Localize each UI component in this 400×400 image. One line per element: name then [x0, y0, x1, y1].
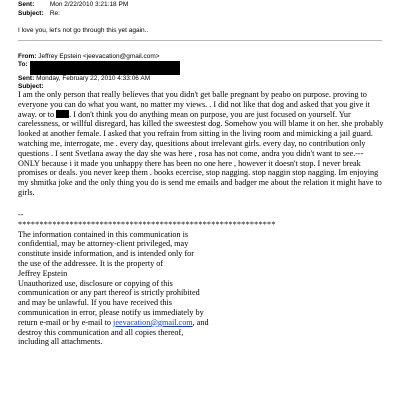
- disclaimer-line: the use of the addressee. It is the property of: [18, 258, 164, 268]
- header2-to-row: [18, 61, 180, 69]
- disclaimer-line: confidential, may be attorney-client privileged, may: [18, 239, 189, 249]
- redaction-bar: [30, 61, 180, 68]
- header2-from-row: [18, 53, 180, 61]
- header2-to-label: To:: [18, 60, 28, 68]
- header-block-1: [18, 0, 128, 18]
- header1-subject-row: [18, 9, 128, 18]
- disclaimer-line: The information contained in this communication is: [18, 229, 189, 239]
- body-text-part1: I am the only person that really believes that you didn't get balle pregnant by peabo on purpose. proving to everyone you can do what you want, no matter my views. . I did not like that dog and asked that you give it away. or to: [18, 90, 370, 119]
- return-prefix: return e-mail or by e-mail to: [18, 317, 114, 327]
- disclaimer-line: Unauthorized use, disclosure or copying of this: [18, 278, 173, 288]
- header2-subject-row: [18, 83, 180, 91]
- header1-sent-row: [18, 0, 128, 9]
- disclaimer-line: destroy this communication and all copies thereof,: [18, 327, 184, 337]
- disclaimer-line: communication or any part thereof is strictly prohibited: [18, 288, 200, 298]
- header2-subject-label: Subject:: [18, 82, 44, 90]
- disclaimer-line: constitute inside information, and is intended only for: [18, 249, 194, 259]
- header2-from-value: Jeffrey Epstein <jeevacation@gmail.com>: [38, 53, 160, 60]
- body-text-part2: . I don't think you do anything mean on purpose, you are just focused on yourself. Yur carelessness, or willful disregard, has killed the sweestest dog. Somehow you will blame it on her. she probably looked at another female. I asked that you refrain from sitting in the living room and mimicking a jail guard. watching me, interrogate, me . every day, quesitions about irrelevant girls. every day, no contribution only questions . I sent Svetlana away the day she was here , rosa has not come, andra you didn't want to see.--- ONLY because i it made you unhappy there has been no one here , however it doesn't stop. I never break promises or deals. you never keep them . books ecercise, stop nagging. stop naggin stop nagging. Im enjoying my shmitka joke and the only thing you do is send me emails and badger me about the relation it might have to girls.: [18, 109, 384, 197]
- email-body: [18, 90, 386, 198]
- disclaimer-line: and may be unlawful. If you have received this: [18, 298, 172, 308]
- signature-block: [18, 210, 386, 347]
- email-link[interactable]: jeevacation@gmail.com: [113, 317, 193, 327]
- header2-sent-row: [18, 75, 180, 83]
- return-suffix: , and: [192, 317, 209, 327]
- redaction-bar: [56, 110, 69, 118]
- header-block-2: [18, 53, 180, 90]
- header1-sent-label: Sent:: [18, 1, 35, 8]
- header1-subject-label: Subject:: [18, 10, 44, 17]
- redaction-bar: [30, 68, 180, 75]
- header2-from-label: From:: [18, 53, 37, 60]
- disclaimer-line: Jeffrey Epstein: [18, 268, 68, 278]
- signature-stars: ************************************************************: [18, 219, 276, 229]
- disclaimer-line: communication in error, please notify us immediately by: [18, 307, 204, 317]
- disclaimer-line: including all attachments.: [18, 337, 103, 347]
- header1-subject-value: Re:: [49, 10, 60, 17]
- header1-sent-value: Mon 2/22/2010 3:21:18 PM: [49, 1, 129, 8]
- header2-sent-label: Sent:: [18, 75, 35, 82]
- header2-cc-row: [18, 68, 180, 75]
- disclaimer-return-line: [18, 318, 386, 328]
- header2-sent-value: Monday, February 22, 2010 4:33:06 AM: [36, 75, 151, 82]
- signature-dashes: --: [18, 210, 24, 219]
- reply-message: I love you, let's not go through this yet again..: [18, 27, 149, 34]
- divider-line: [18, 40, 382, 41]
